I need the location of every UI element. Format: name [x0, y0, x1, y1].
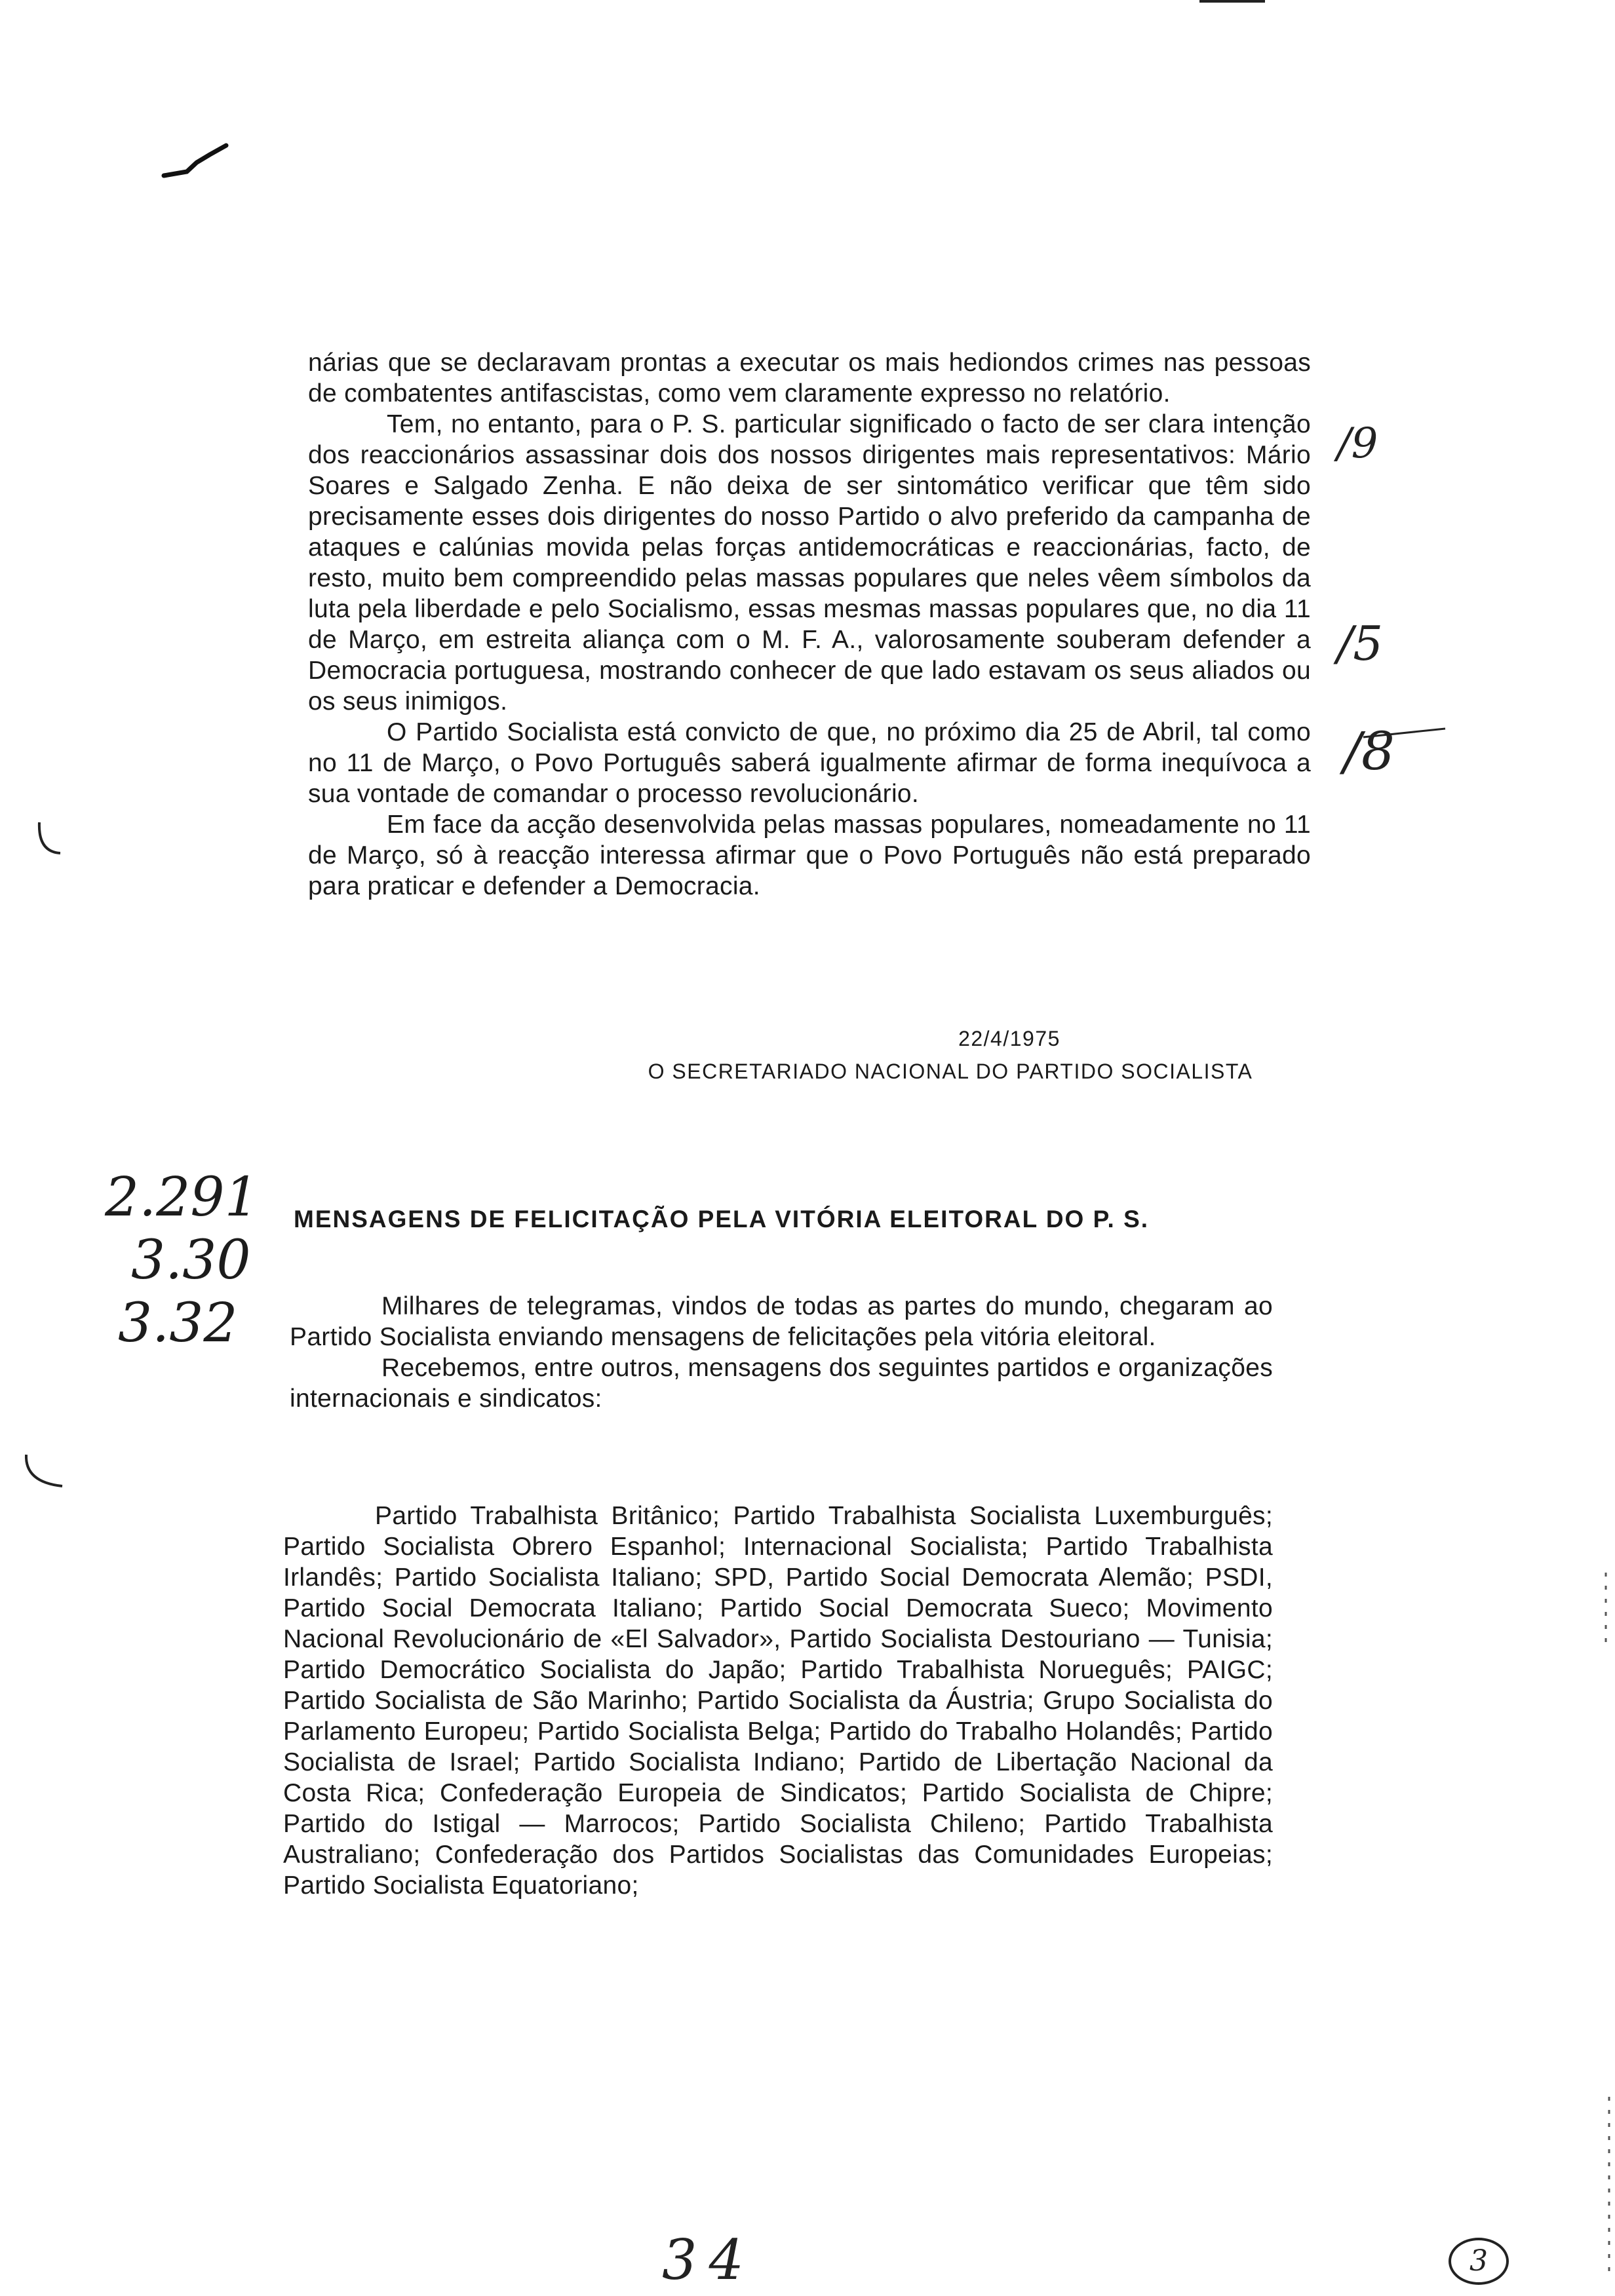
left-bracket-mark-1 — [39, 822, 60, 853]
parties-list — [283, 1501, 1273, 1901]
check-mark — [164, 145, 226, 176]
circled-number: 3 — [1449, 2238, 1509, 2285]
intro-paragraph-1: Milhares de telegramas, vindos de todas as partes do mundo, chegaram ao Partido Socialista enviando mensagens de felicitações pela vitória eleitoral. — [290, 1292, 1273, 1351]
parties-list-paragraph: Partido Trabalhista Britânico; Partido Trabalhista Socialista Luxemburguês; Partido Socialista Obrero Espanhol; Internacional Socialista; Partido Trabalhista Irlandês; Partido Socialista Italiano; SPD, Partido Social Democrata Alemão; PSDI, Partido Social Democrata Italiano; Partido Social Democrata Sueco; Movimento Nacional Revolucionário de «El Salvador», Partido Socialista Destouriano — Tunisia; Partido Democrático Socialista do Japão; Partido Trabalhista Norueguês; PAIGC; Partido Socialista de São Marinho; Partido Socialista da Áustria; Grupo Socialista do Parlamento Europeu; Partido Socialista Belga; Partido do Trabalho Holandês; Partido Socialista de Israel; Partido Socialista Indiano; Partido de Libertação Nacional da Costa Rica; Confederação Europeia de Sindicatos; Partido Socialista de Chipre; Partido do Istigal — Marrocos; Partido Socialista Chileno; Partido Trabalhista Australiano; Confederação dos Partidos Socialistas das Comunidades Europeias; Partido Socialista Equatoriano; — [283, 1502, 1273, 1900]
messages-intro — [290, 1291, 1273, 1414]
margin-note: /8 — [1344, 721, 1395, 782]
signature-block — [590, 1022, 1311, 1088]
section-heading: MENSAGENS DE FELICITAÇÃO PELA VITÓRIA ELEITORAL DO P. S. — [294, 1206, 1150, 1233]
intro-paragraph-2: Recebemos, entre outros, mensagens dos seguintes partidos e organizações internacionais e sindicatos: — [290, 1354, 1273, 1413]
right-edge-ticks — [1606, 1573, 1609, 2280]
margin-note: /5 — [1337, 616, 1384, 671]
letter-body — [308, 347, 1311, 902]
left-bracket-mark-2 — [26, 1455, 62, 1486]
margin-note: /9 — [1337, 419, 1378, 468]
handwritten-number: 3.30 — [131, 1229, 251, 1292]
handwritten-number: 3.32 — [118, 1292, 238, 1354]
page-number: 34 — [662, 2228, 756, 2292]
paragraph-2: Tem, no entanto, para o P. S. particular significado o facto de ser clara intenção dos reaccionários assassinar dois dos nossos dirigentes mais representativos: Mário Soares e Salgado Zenha. E não deixa de ser sintomático verificar que têm sido precisamente esses dois dirigentes do nosso Partido o alvo preferido da campanha de ataques e calúnias movida pelas forças antidemocráticas e reaccionárias, facto, de resto, muito bem compreendido pelas massas populares que neles vêem símbolos da luta pela liberdade e pelo Socialismo, essas mesmas massas populares que, no dia 11 de Março, em estreita aliança com o M. F. A., valorosamente souberam defender a Democracia portuguesa, mostrando conhecer de que lado estavam os seus aliados ou os seus inimigos. — [308, 410, 1311, 716]
handwritten-number: 2.291 — [105, 1166, 259, 1229]
paragraph-4: Em face da acção desenvolvida pelas massas populares, nomeadamente no 11 de Março, só à reacção interessa afirmar que o Povo Português não está preparado para praticar e defender a Democracia. — [308, 811, 1311, 900]
top-rule — [1199, 0, 1265, 3]
handwritten-numbers — [79, 1166, 259, 1355]
signatory: O SECRETARIADO NACIONAL DO PARTIDO SOCIALISTA — [648, 1060, 1253, 1083]
paragraph-1: nárias que se declaravam prontas a executar os mais hediondos crimes nas pessoas de combatentes antifascistas, como vem claramente expresso no relatório. — [308, 349, 1311, 408]
paragraph-3: O Partido Socialista está convicto de que, no próximo dia 25 de Abril, tal como no 11 de Março, o Povo Português saberá igualmente afirmar de forma inequívoca a sua vontade de comandar o processo revolucionário. — [308, 718, 1311, 808]
signature-date: 22/4/1975 — [958, 1027, 1060, 1050]
